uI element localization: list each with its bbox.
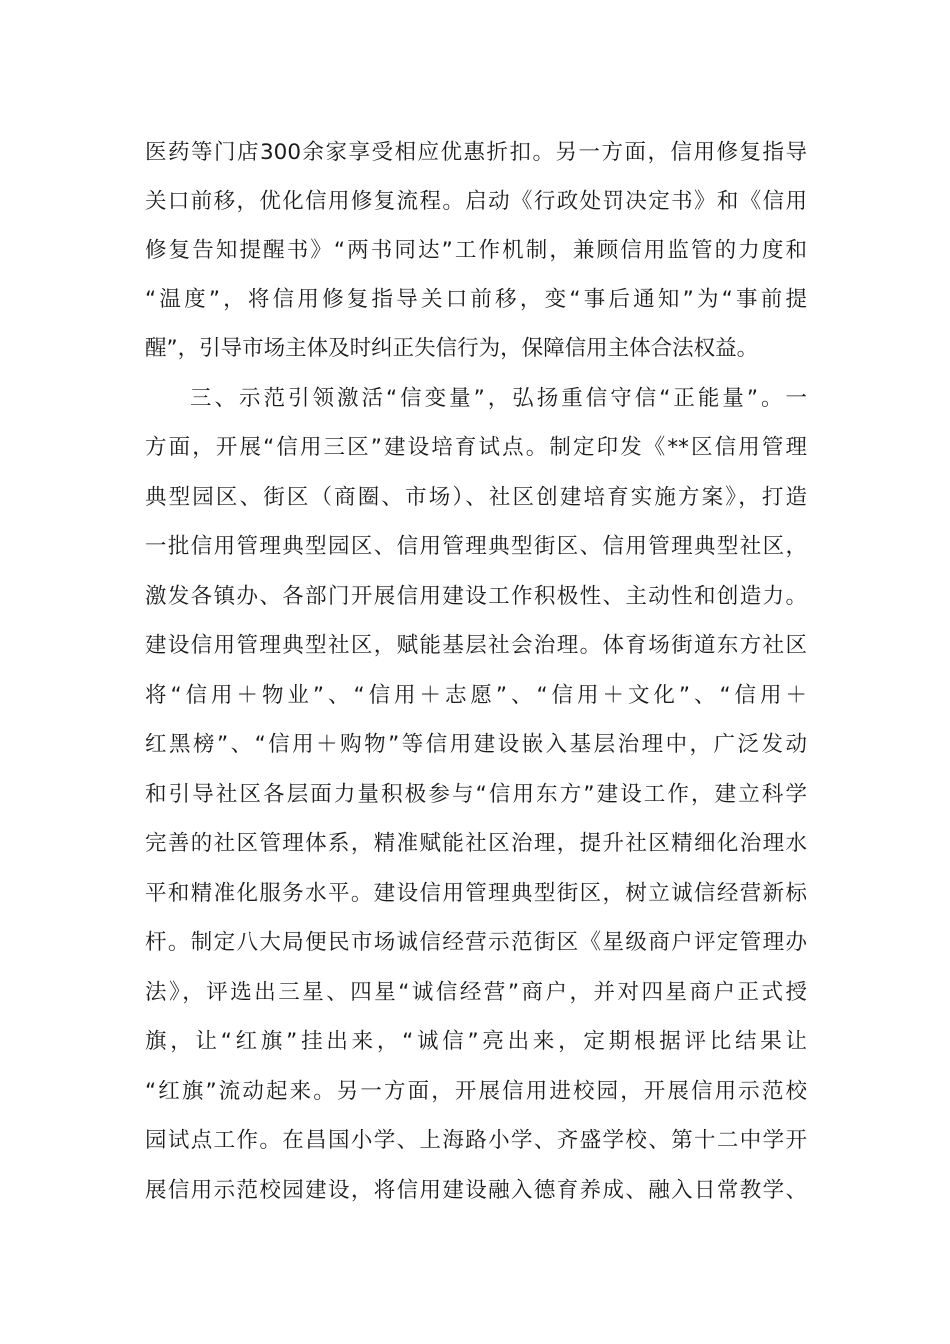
text-line: 平和精准化服务水平。建设信用管理典型街区，树立诚信经营新标	[145, 881, 807, 906]
text-line: 展信用示范校园建设，将信用建设融入德育养成、融入日常教学、	[145, 1178, 807, 1203]
text-line: 关口前移，优化信用修复流程。启动《行政处罚决定书》和《信用	[145, 189, 807, 214]
text-line: 醒”，引导市场主体及时纠正失信行为，保障信用主体合法权益。	[145, 336, 759, 361]
text-line: 典型园区、街区（商圈、市场）、社区创建培育实施方案》，打造	[145, 485, 807, 510]
text-line: 建设信用管理典型社区，赋能基层社会治理。体育场街道东方社区	[145, 633, 807, 658]
text-line: 红黑榜”、“信用＋购物”等信用建设嵌入基层治理中，广泛发动	[145, 732, 807, 757]
text-line: 和引导社区各层面力量积极参与“信用东方”建设工作，建立科学	[145, 782, 807, 807]
text-line: 法》，评选出三星、四星“诚信经营”商户，并对四星商户正式授	[145, 980, 807, 1005]
text-line: “温度”，将信用修复指导关口前移，变“事后通知”为“事前提	[145, 287, 807, 312]
text-line: 一批信用管理典型园区、信用管理典型街区、信用管理典型社区，	[145, 534, 807, 559]
text-line: 旗，让“红旗”挂出来，“诚信”亮出来，定期根据评比结果让	[145, 1029, 807, 1054]
text-line: 修复告知提醒书》“两书同达”工作机制，兼顾信用监管的力度和	[145, 238, 807, 263]
text-line: 激发各镇办、各部门开展信用建设工作积极性、主动性和创造力。	[145, 584, 807, 609]
text-line: “红旗”流动起来。另一方面，开展信用进校园，开展信用示范校	[145, 1079, 807, 1104]
section-heading-line: 三、示范引领激活“信变量”，弘扬重信守信“正能量”。一	[190, 386, 807, 411]
text-line: 完善的社区管理体系，精准赋能社区治理，提升社区精细化治理水	[145, 831, 807, 856]
text-line: 方面，开展“信用三区”建设培育试点。制定印发《**区信用管理	[145, 435, 807, 460]
text-line: 园试点工作。在昌国小学、上海路小学、齐盛学校、第十二中学开	[145, 1128, 807, 1153]
text-line: 杆。制定八大局便民市场诚信经营示范街区《星级商户评定管理办	[145, 930, 807, 955]
text-line: 将“信用＋物业”、“信用＋志愿”、“信用＋文化”、“信用＋	[145, 683, 807, 708]
text-line: 医药等门店300余家享受相应优惠折扣。另一方面，信用修复指导	[145, 140, 807, 165]
